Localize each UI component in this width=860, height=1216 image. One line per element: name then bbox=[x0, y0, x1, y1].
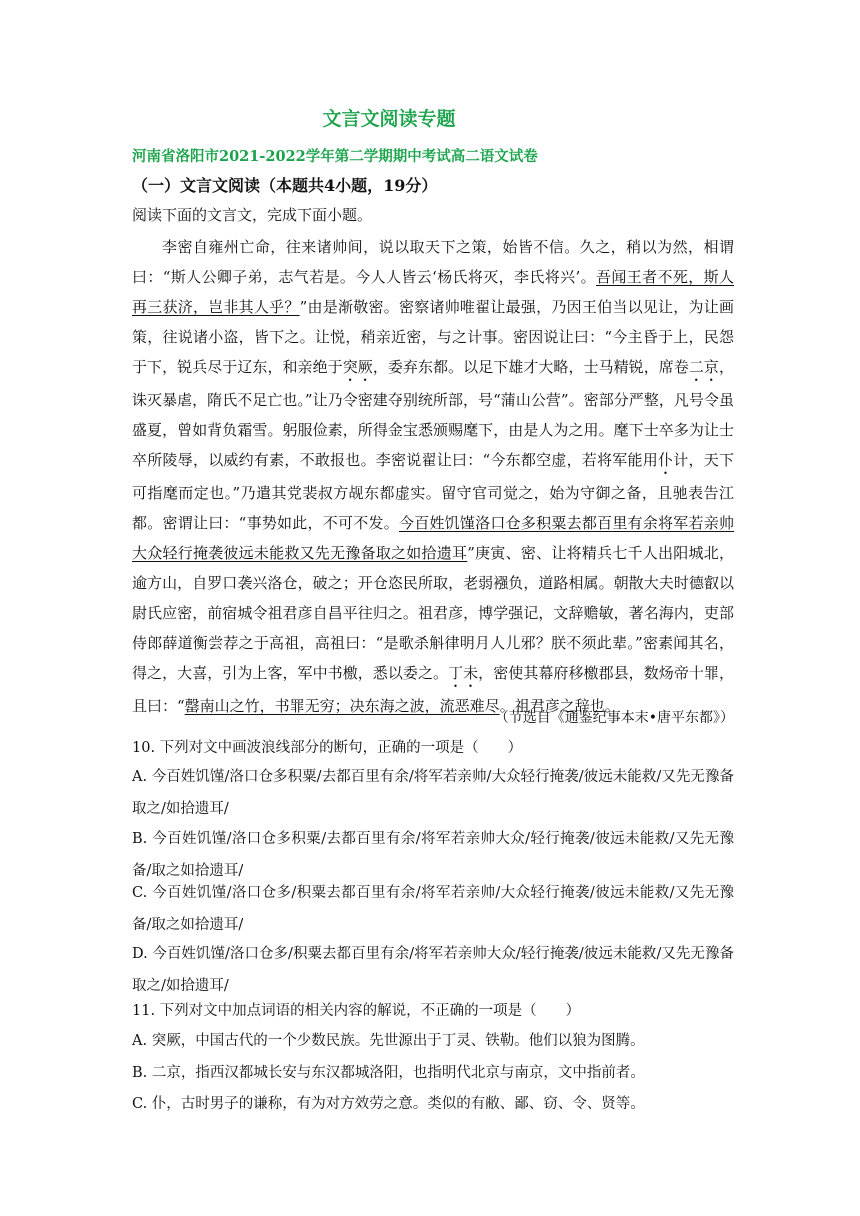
q10-option-b: B. 今百姓饥馑/洛口仓多积粟/去都百里有余/将军若亲帅大众/轻行掩袭/彼远未能救/又先无豫备/取之如拾遗耳/ bbox=[132, 831, 734, 879]
passage-text: 李密自雍州亡命，往来诸帅间，说以取天下之策，始皆不信。久之，稍以为然，相谓曰：“斯人公卿子弟，志气若是。今人人皆云‘杨氏将灭，李氏将兴’。 bbox=[132, 238, 734, 286]
dotted-term-dingwei: 丁未 bbox=[448, 664, 479, 682]
passage-text: ，委弃东都。以足下雄才大略，士马精锐，席卷 bbox=[372, 358, 689, 376]
question-11-stem: 11. 下列对文中加点词语的相关内容的解说，不正确的一项是（ ） bbox=[132, 1003, 581, 1019]
q11-option-c: C. 仆，古时男子的谦称，有为对方效劳之意。类似的有敝、鄙、窃、令、贤等。 bbox=[132, 1096, 645, 1112]
passage-text: ，密使其幕府移檄郡县，数炀帝十罪，且曰：“ bbox=[132, 664, 734, 715]
wavy-underlined-sentence: 今百姓饥馑洛口仓多积粟去都百里有余将军若亲帅大众轻行掩袭彼远未能救又先无豫备取之如拾遗耳 bbox=[132, 514, 734, 562]
q10-option-d: D. 今百姓饥馑/洛口仓多/积粟去都百里有余/将军若亲帅大众/轻行掩袭/彼远未能救/又先无豫备取之/如拾遗耳/ bbox=[132, 946, 734, 994]
passage-text: 。祖君彦之辞也。 bbox=[499, 697, 620, 715]
dotted-term-pu: 仆 bbox=[658, 451, 674, 469]
passage-source: （节选自《通鉴纪事本末•唐平东都》） bbox=[494, 710, 734, 726]
passage-text: 计，天下可指麾而定也。”乃遣其党裴叔方觇东都虚实。留守官司觉之，始为守御之备，且驰表告江都。密谓让曰：“事势如此，不可不发。 bbox=[132, 451, 734, 532]
passage-text: ”庚寅、密、让将精兵七千人出阳城北，逾方山，自罗口袭兴洛仓，破之；开仓恣民所取，老弱襁负，道路相属。朝散大夫时德叡以尉氏应密，前宿城令祖君彦自昌平往归之。祖君彦，博学强记，文辞赡敏，著名海内，吏部侍郎薛道衡尝荐之于高祖，高祖曰：“是歌杀斛律明月人儿邪？朕不须此辈。”密素闻其名，得之，大喜，引为上客，军中书檄，悉以委之。 bbox=[132, 544, 734, 682]
q11-option-a: A. 突厥，中国古代的一个少数民族。先世源出于丁灵、铁勒。他们以狼为图腾。 bbox=[132, 1033, 645, 1049]
underlined-quote: 罄南山之竹，书罪无穷；决东海之波，流恶难尽 bbox=[184, 697, 500, 715]
dotted-term-tujue: 突厥 bbox=[342, 358, 373, 376]
page-title: 文言文阅读专题 bbox=[322, 108, 456, 130]
q10-option-a: A. 今百姓饥馑/洛口仓多积粟/去都百里有余/将军若亲帅/大众轻行掩袭/彼远未能救/又先无豫备取之/如拾遗耳/ bbox=[132, 769, 734, 817]
exam-source-subtitle: 河南省洛阳市2021-2022学年第二学期期中考试高二语文试卷 bbox=[132, 148, 538, 165]
underlined-sentence: 吾闻王者不死，斯人再三获济，岂非其人乎？ bbox=[132, 268, 734, 316]
section-heading: （一）文言文阅读（本题共4小题，19分） bbox=[132, 176, 438, 195]
q11-option-b: B. 二京，指西汉都城长安与东汉都城洛阳，也指明代北京与南京，文中指前者。 bbox=[132, 1065, 645, 1081]
question-10-stem: 10. 下列对文中画波浪线部分的断句，正确的一项是（ ） bbox=[132, 740, 523, 756]
reading-instruction: 阅读下面的文言文，完成下面小题。 bbox=[132, 206, 373, 224]
passage-text: ，诛灭暴虐，隋氏不足亡也。”让乃令密建夺别统所部，号“蒲山公营”。密部分严整，凡号令虽盛夏，曾如背负霜雪。躬服俭素，所得金宝悉颁赐麾下，由是人为之用。麾下士卒多为让士卒所陵辱，以威约有素，不敢报也。李密说翟让曰：“今东都空虚，若将军能用 bbox=[132, 358, 734, 469]
passage-text: ”由是渐敬密。密察诸帅唯翟让最强，乃因王伯当以见让，为让画策，往说诸小盗，皆下之。让悦，稍亲近密，与之计事。密因说让曰：“今主昏于上，民怨于下，锐兵尽于辽东，和亲绝于 bbox=[132, 298, 734, 376]
q10-option-c: C. 今百姓饥馑/洛口仓多/积粟去都百里有余/将军若亲帅/大众轻行掩袭/彼远未能救/又先无豫备/取之如拾遗耳/ bbox=[132, 885, 734, 933]
classical-passage bbox=[132, 232, 734, 721]
dotted-term-erjing: 二京 bbox=[688, 358, 719, 376]
